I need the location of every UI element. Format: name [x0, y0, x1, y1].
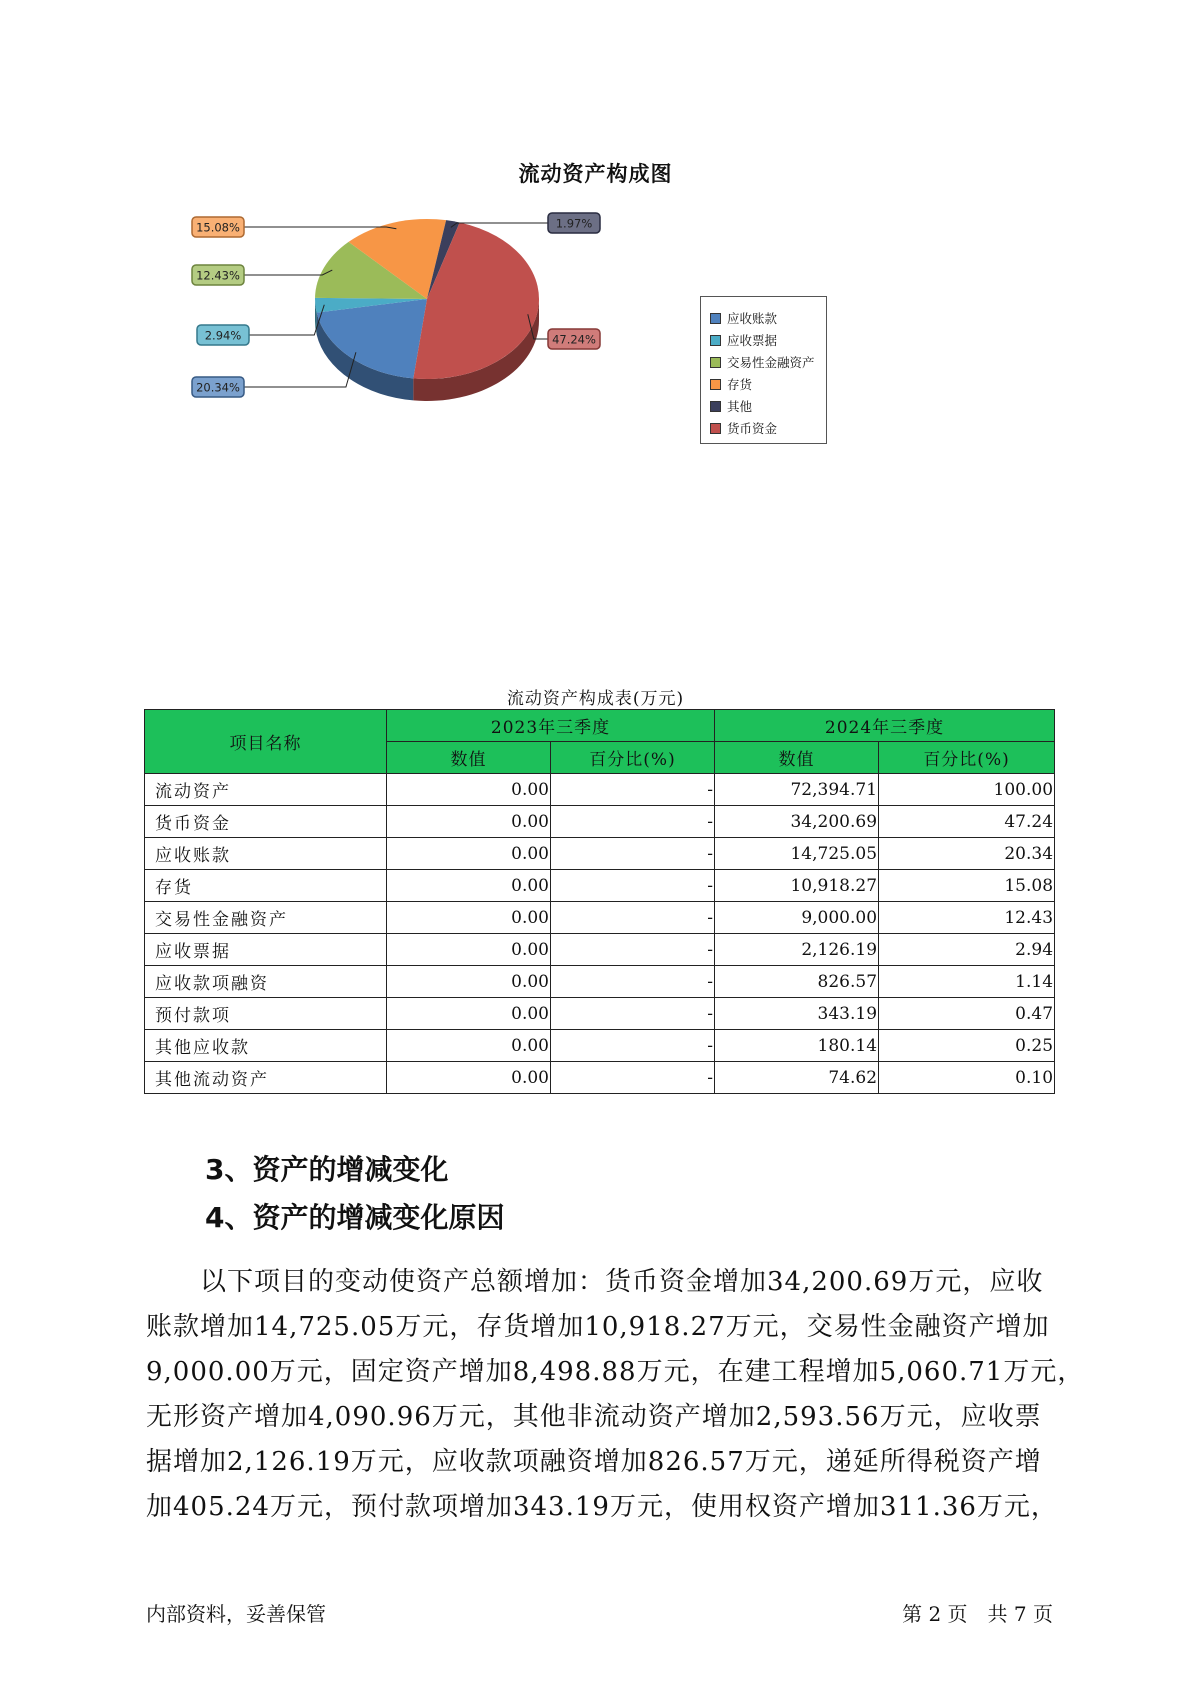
paragraph-line: 据增加2,126.19万元，应收款项融资增加826.57万元，递延所得税资产增	[146, 1447, 1042, 1477]
table-row	[145, 1030, 1055, 1062]
percent-2023-cell: -	[551, 1030, 715, 1062]
paragraph-line: 加405.24万元，预付款项增加343.19万元，使用权资产增加311.36万元，	[146, 1492, 1058, 1522]
percent-2024-cell: 1.14	[879, 966, 1055, 998]
chart-legend	[700, 296, 827, 444]
percent-2023-cell: -	[551, 902, 715, 934]
value-2024-cell: 826.57	[715, 966, 879, 998]
legend-item	[710, 329, 826, 351]
legend-swatch	[710, 357, 721, 368]
table-row	[145, 774, 1055, 806]
legend-label: 存货	[727, 377, 753, 392]
section-heading-4: 4、资产的增减变化原因	[205, 1201, 505, 1234]
pie-slice	[317, 299, 427, 378]
legend-item	[710, 417, 826, 439]
subheader-percent-2023: 百分比(%)	[551, 742, 715, 774]
value-2023-cell: 0.00	[387, 966, 551, 998]
paragraph-line: 账款增加14,725.05万元，存货增加10,918.27万元，交易性金融资产增加	[146, 1312, 1050, 1342]
value-2023-cell: 0.00	[387, 902, 551, 934]
table-row	[145, 838, 1055, 870]
legend-item	[710, 395, 826, 417]
percent-2023-cell: -	[551, 838, 715, 870]
percent-2023-cell: -	[551, 966, 715, 998]
value-2023-cell: 0.00	[387, 774, 551, 806]
pie-data-label: 1.97%	[555, 216, 593, 231]
chart-title: 流动资产构成图	[518, 162, 673, 186]
legend-item	[710, 307, 826, 329]
pie-leader-line	[244, 270, 332, 275]
percent-2024-cell: 20.34	[879, 838, 1055, 870]
legend-item	[710, 373, 826, 395]
percent-2024-cell: 47.24	[879, 806, 1055, 838]
pie-chart	[180, 195, 680, 465]
paragraph-line: 9,000.00万元，固定资产增加8,498.88万元，在建工程增加5,060.71万元，	[146, 1357, 1085, 1387]
value-2023-cell: 0.00	[387, 870, 551, 902]
table-row	[145, 870, 1055, 902]
row-name-cell: 其他流动资产	[145, 1062, 387, 1094]
footer-page-number: 第 2 页 共 7 页	[902, 1602, 1053, 1626]
table-row	[145, 1062, 1055, 1094]
legend-swatch	[710, 401, 721, 412]
value-2023-cell: 0.00	[387, 934, 551, 966]
percent-2024-cell: 2.94	[879, 934, 1055, 966]
pie-data-label: 47.24%	[552, 332, 596, 347]
header-period-2023: 2023年三季度	[387, 710, 715, 742]
table-header-row	[145, 710, 1055, 742]
percent-2024-cell: 15.08	[879, 870, 1055, 902]
pie-leader-line	[244, 227, 396, 229]
legend-label: 交易性金融资产	[727, 355, 815, 370]
legend-swatch	[710, 313, 721, 324]
footer-confidential: 内部资料，妥善保管	[146, 1602, 326, 1626]
percent-2024-cell: 12.43	[879, 902, 1055, 934]
legend-label: 其他	[727, 399, 753, 414]
value-2024-cell: 14,725.05	[715, 838, 879, 870]
table-row	[145, 902, 1055, 934]
subheader-value-2024: 数值	[715, 742, 879, 774]
value-2024-cell: 9,000.00	[715, 902, 879, 934]
pie-data-label: 15.08%	[196, 220, 240, 235]
row-name-cell: 交易性金融资产	[145, 902, 387, 934]
current-assets-table	[144, 709, 1055, 1094]
percent-2024-cell: 100.00	[879, 774, 1055, 806]
legend-label: 应收账款	[727, 311, 778, 326]
row-name-cell: 预付款项	[145, 998, 387, 1030]
table-row	[145, 966, 1055, 998]
value-2023-cell: 0.00	[387, 1030, 551, 1062]
percent-2023-cell: -	[551, 998, 715, 1030]
value-2023-cell: 0.00	[387, 806, 551, 838]
value-2024-cell: 74.62	[715, 1062, 879, 1094]
value-2024-cell: 72,394.71	[715, 774, 879, 806]
percent-2024-cell: 0.47	[879, 998, 1055, 1030]
table-caption: 流动资产构成表(万元)	[506, 689, 685, 709]
paragraph-line: 以下项目的变动使资产总额增加：货币资金增加34,200.69万元，应收	[146, 1267, 1044, 1297]
percent-2023-cell: -	[551, 806, 715, 838]
value-2023-cell: 0.00	[387, 1062, 551, 1094]
row-name-cell: 应收账款	[145, 838, 387, 870]
paragraph-line: 无形资产增加4,090.96万元，其他非流动资产增加2,593.56万元，应收票	[146, 1402, 1042, 1432]
percent-2023-cell: -	[551, 774, 715, 806]
value-2024-cell: 180.14	[715, 1030, 879, 1062]
value-2024-cell: 10,918.27	[715, 870, 879, 902]
header-item-name: 项目名称	[145, 710, 387, 774]
row-name-cell: 流动资产	[145, 774, 387, 806]
legend-swatch	[710, 379, 721, 390]
pie-leader-line	[249, 305, 324, 335]
section-heading-3: 3、资产的增减变化	[205, 1153, 449, 1186]
subheader-value-2023: 数值	[387, 742, 551, 774]
row-name-cell: 存货	[145, 870, 387, 902]
table-row	[145, 806, 1055, 838]
percent-2023-cell: -	[551, 1062, 715, 1094]
legend-swatch	[710, 423, 721, 434]
legend-swatch	[710, 335, 721, 346]
legend-label: 应收票据	[727, 333, 778, 348]
table-row	[145, 934, 1055, 966]
row-name-cell: 应收票据	[145, 934, 387, 966]
percent-2024-cell: 0.25	[879, 1030, 1055, 1062]
row-name-cell: 其他应收款	[145, 1030, 387, 1062]
pie-data-label: 20.34%	[196, 380, 240, 395]
percent-2023-cell: -	[551, 934, 715, 966]
row-name-cell: 货币资金	[145, 806, 387, 838]
value-2024-cell: 2,126.19	[715, 934, 879, 966]
pie-data-label: 2.94%	[204, 328, 242, 343]
percent-2024-cell: 0.10	[879, 1062, 1055, 1094]
table-row	[145, 998, 1055, 1030]
percent-2023-cell: -	[551, 870, 715, 902]
legend-item	[710, 351, 826, 373]
header-period-2024: 2024年三季度	[715, 710, 1055, 742]
pie-data-label: 12.43%	[196, 268, 240, 283]
value-2023-cell: 0.00	[387, 838, 551, 870]
value-2024-cell: 343.19	[715, 998, 879, 1030]
row-name-cell: 应收款项融资	[145, 966, 387, 998]
subheader-percent-2024: 百分比(%)	[879, 742, 1055, 774]
value-2024-cell: 34,200.69	[715, 806, 879, 838]
legend-label: 货币资金	[727, 421, 778, 436]
body-paragraph	[146, 1260, 1085, 1530]
value-2023-cell: 0.00	[387, 998, 551, 1030]
